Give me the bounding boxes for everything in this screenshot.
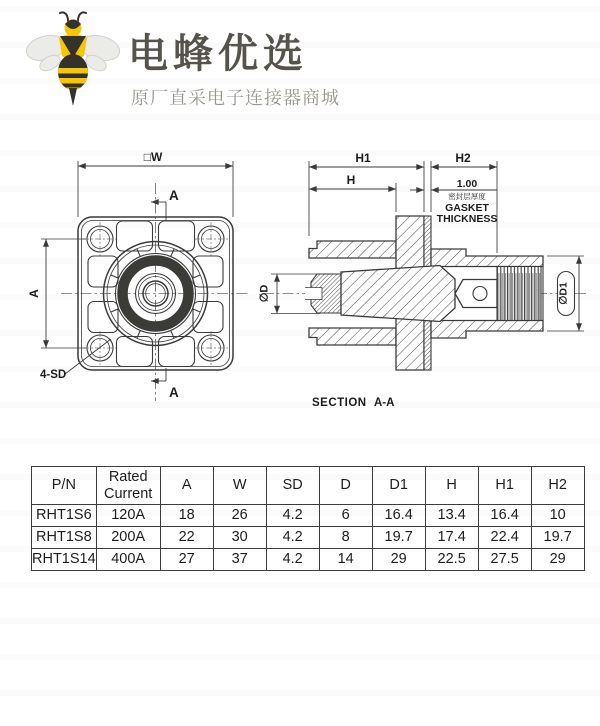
dim-label-h1: H1 [355, 151, 371, 165]
dim-h [309, 173, 396, 212]
table-cell: RHT1S14 [32, 549, 97, 571]
section-marker-a-top: A [169, 188, 179, 203]
table-cell: 8 [319, 527, 372, 549]
dim-label-h: H [346, 173, 356, 187]
gasket-label-cn: 密封层厚度 [448, 192, 486, 201]
table-header-cell: D1 [372, 467, 425, 505]
table-cell: 14 [319, 549, 372, 571]
front-view-drawing [27, 150, 249, 401]
table-header-cell: W [213, 467, 266, 505]
table-header-cell: P/N [32, 467, 97, 505]
thread-section [497, 267, 541, 321]
table-cell: 19.7 [531, 527, 584, 549]
table-cell: 22.5 [425, 549, 478, 571]
logo [0, 0, 600, 130]
hex-contact [455, 280, 497, 308]
bee-logo-icon [26, 8, 120, 108]
table-cell: 29 [531, 549, 584, 571]
dim-label-h2: H2 [455, 151, 471, 165]
table-header-cell: D [319, 467, 372, 505]
brand-title: 电蜂优选 [128, 32, 308, 76]
gasket-label-en-line2: THICKNESS [436, 213, 498, 225]
section-marker-a-bottom: A [169, 385, 179, 400]
table-cell: 27.5 [478, 549, 531, 571]
technical-drawing [0, 140, 600, 432]
table-cell: 4.2 [266, 505, 319, 527]
section-view-drawing [259, 151, 587, 409]
table-cell: 30 [213, 527, 266, 549]
table-cell: RHT1S8 [32, 527, 97, 549]
holes-label: 4-SD [40, 369, 67, 381]
section-caption-cut: A-A [374, 397, 395, 409]
table-header-row [32, 467, 585, 505]
table-header-cell: Rated Current [96, 467, 160, 505]
spec-table [31, 466, 585, 571]
gasket-value: 1.00 [456, 178, 478, 190]
table-header-cell: A [160, 467, 213, 505]
table-cell: 16.4 [372, 505, 425, 527]
table-cell: 200A [96, 527, 160, 549]
table-row [32, 527, 585, 549]
table-cell: 10 [531, 505, 584, 527]
conductor-section [341, 266, 455, 322]
table-cell: 4.2 [266, 527, 319, 549]
table-cell: 4.2 [266, 549, 319, 571]
table-cell: 19.7 [372, 527, 425, 549]
table-header-cell: H2 [531, 467, 584, 505]
dim-label-w: □W [143, 150, 163, 164]
gasket-label-en-line1: GASKET [445, 202, 489, 214]
dim-label-d1: ∅D1 [557, 282, 570, 305]
table-cell: 37 [213, 549, 266, 571]
dim-label-a: A [27, 289, 41, 298]
table-header-cell: SD [266, 467, 319, 505]
table-cell: 13.4 [425, 505, 478, 527]
table-header-cell: H [425, 467, 478, 505]
table-cell: 400A [96, 549, 160, 571]
table-cell: 6 [319, 505, 372, 527]
table-row [32, 549, 585, 571]
table-cell: 16.4 [478, 505, 531, 527]
table-cell: 120A [96, 505, 160, 527]
section-caption [312, 397, 394, 409]
table-cell: 29 [372, 549, 425, 571]
table-cell: RHT1S6 [32, 505, 97, 527]
table-cell: 27 [160, 549, 213, 571]
table-cell: 26 [213, 505, 266, 527]
table-header-cell: H1 [478, 467, 531, 505]
table-cell: 22 [160, 527, 213, 549]
table-cell: 22.4 [478, 527, 531, 549]
brand-tagline: 原厂直采电子连接器商城 [131, 88, 340, 108]
table-cell: 18 [160, 505, 213, 527]
table-row [32, 505, 585, 527]
table-cell: 17.4 [425, 527, 478, 549]
section-caption-word: SECTION [312, 397, 367, 409]
dim-label-d: ∅D [258, 284, 271, 303]
